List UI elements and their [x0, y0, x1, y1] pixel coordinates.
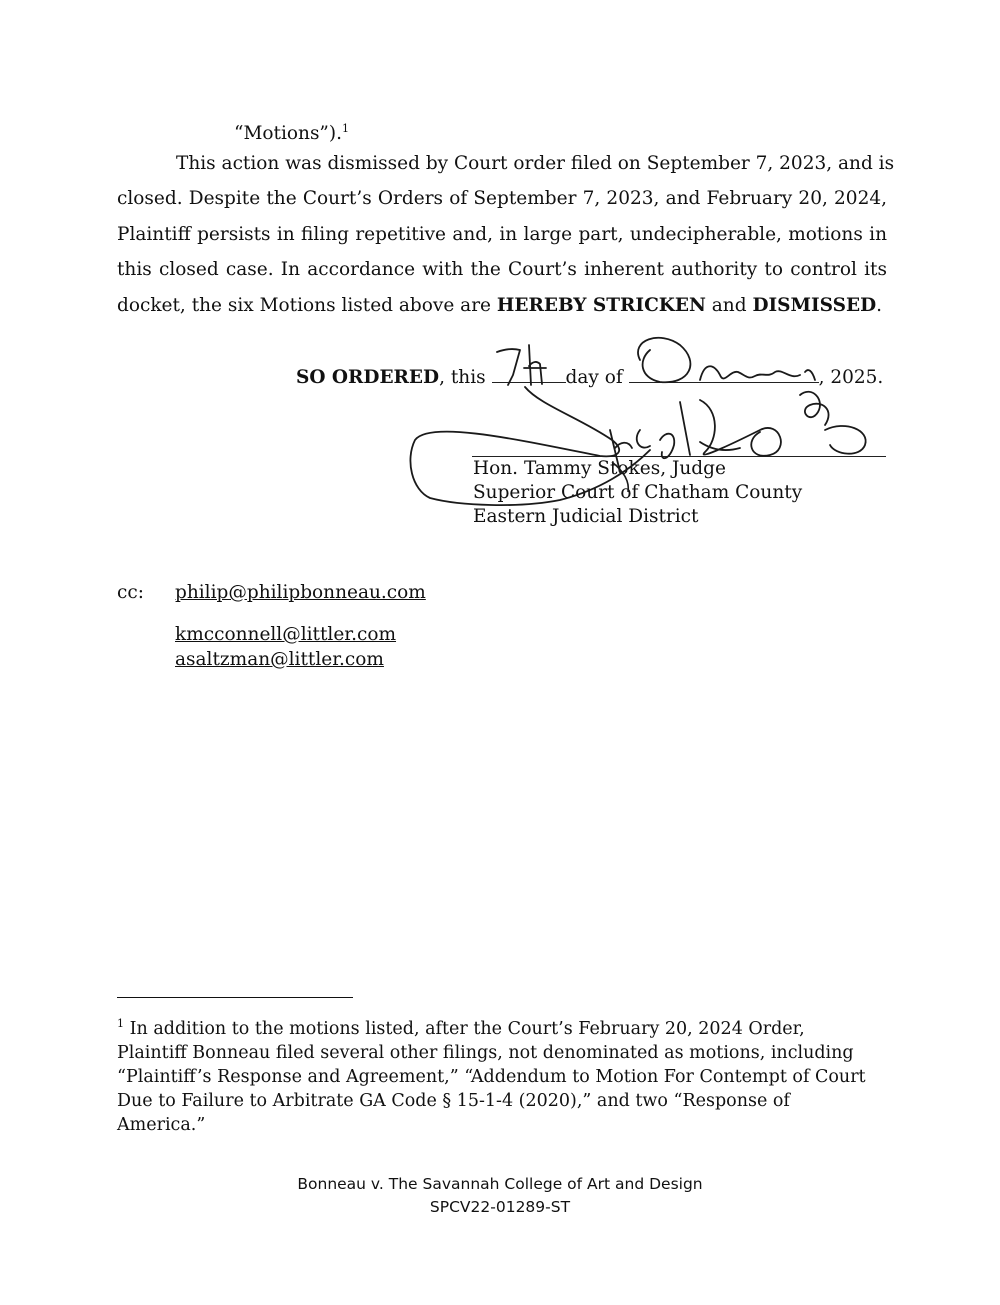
paragraph-line-4: this closed case. In accordance with the Court’s inherent authority to control its [117, 259, 887, 280]
footnote-line-5: America.” [117, 1114, 206, 1135]
footnote-line-3: “Plaintiff’s Response and Agreement,” “Addendum to Motion For Contempt of Court [117, 1066, 866, 1087]
month-blank [629, 362, 819, 383]
day-blank [492, 362, 566, 383]
paragraph-line-1: This action was dismissed by Court order filed on September 7, 2023, and is [176, 153, 895, 174]
cc-label: cc: [117, 582, 144, 603]
dismissed-text: DISMISSED [752, 295, 877, 316]
paragraph-line-2: closed. Despite the Court’s Orders of September 7, 2023, and February 20, 2024, [117, 188, 887, 209]
footnote-ref: 1 [342, 122, 349, 135]
cc-email-2[interactable]: kmcconnell@littler.com [175, 624, 397, 645]
judge-name: Hon. Tammy Stokes, Judge [473, 458, 726, 479]
cc-email-1[interactable]: philip@philipbonneau.com [175, 582, 426, 603]
motions-reference: “Motions”).$^1$ [234, 122, 349, 145]
footnote-line-2: Plaintiff Bonneau filed several other filings, not denominated as motions, including [117, 1042, 854, 1063]
stricken-text: HEREBY STRICKEN [496, 295, 706, 316]
footer-case-name: Bonneau v. The Savannah College of Art and Design [297, 1175, 703, 1193]
paragraph-line-3: Plaintiff persists in filing repetitive and, in large part, undecipherable, motions in [117, 224, 887, 245]
footnote-line-4: Due to Failure to Arbitrate GA Code § 15-1-4 (2020),” and two “Response of [117, 1090, 790, 1111]
paragraph-line-5: docket, the six Motions listed above are HEREBY STRICKEN and DISMISSED. [117, 295, 883, 316]
footnote-line-1: $^1$ In addition to the motions listed, after the Court’s February 20, 2024 Order, [117, 1017, 805, 1039]
so-ordered-line: SO ORDERED, this day of , 2025. [296, 360, 883, 395]
footnote [117, 1012, 897, 1137]
cc-email-3[interactable]: asaltzman@littler.com [175, 649, 384, 670]
footnote-rule [117, 997, 353, 998]
district-name: Eastern Judicial District [473, 506, 699, 527]
court-name: Superior Court of Chatham County [473, 482, 803, 503]
footer-case-number: SPCV22-01289-ST [429, 1198, 571, 1216]
